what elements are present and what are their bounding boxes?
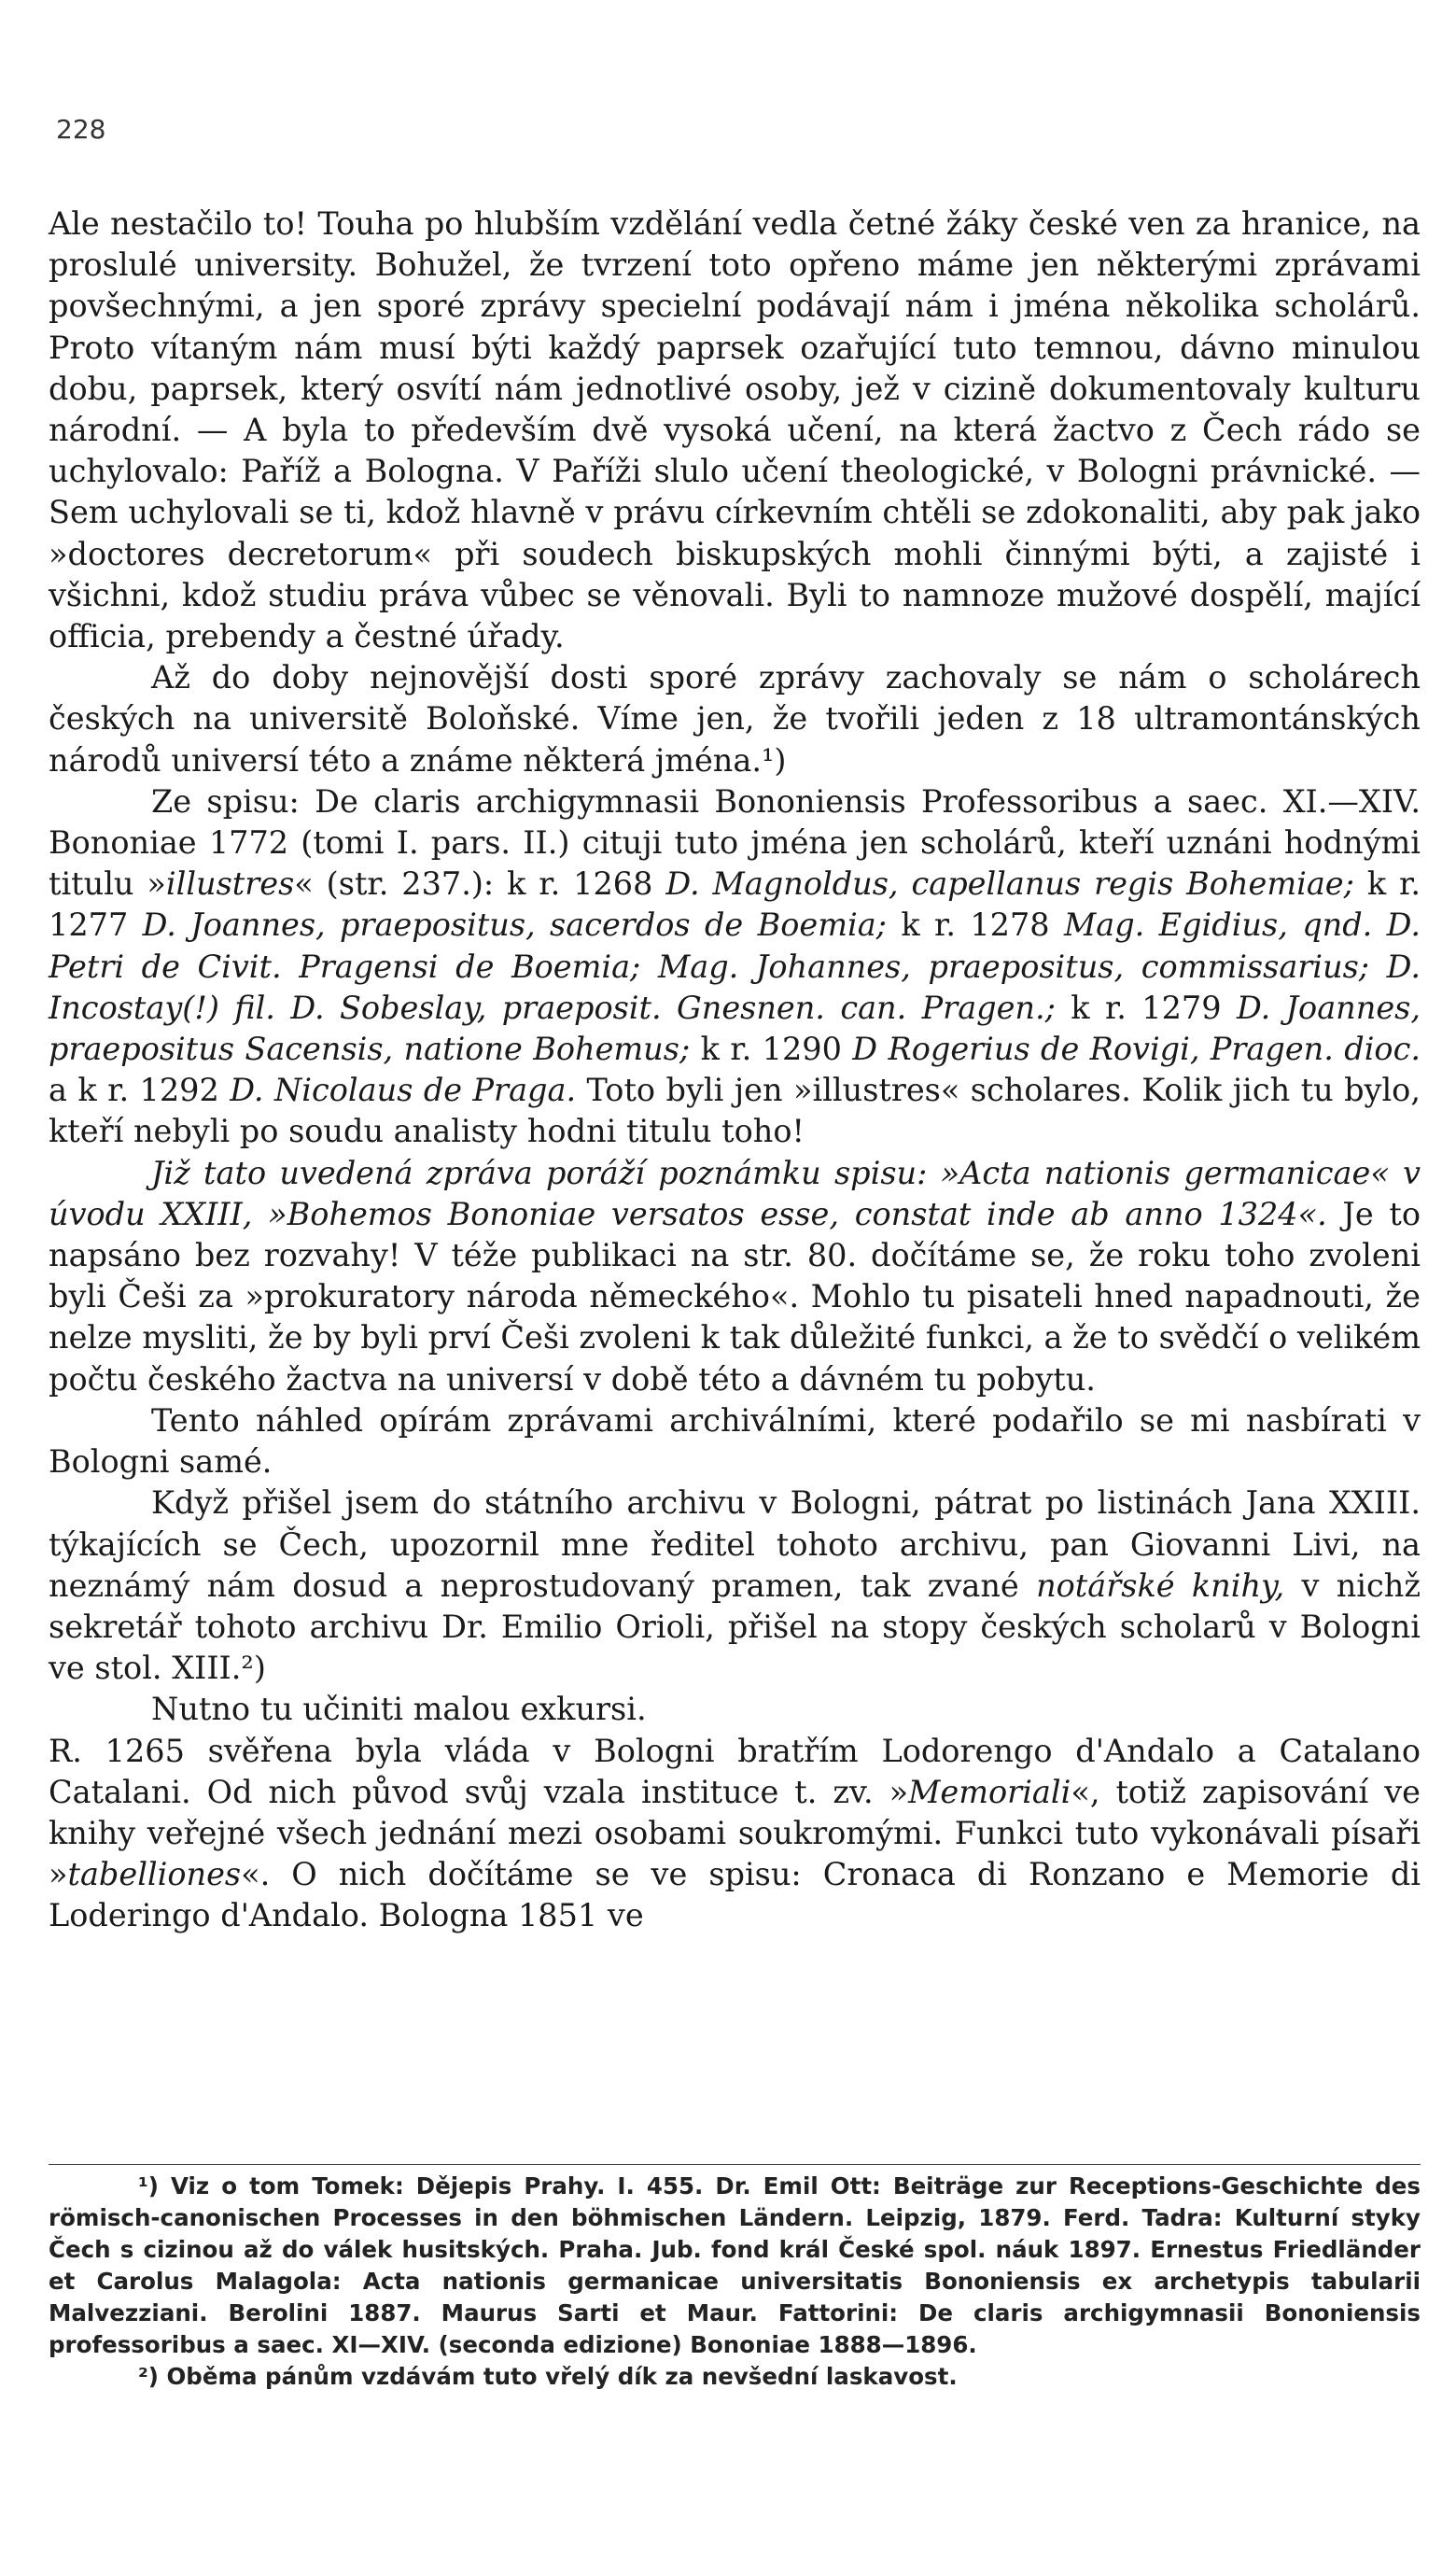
text-run: Toto byli jen »illustres« scholares. Kolik jich tu bylo, kteří nebyli po soudu analisty hodni titulu toho! [49, 1072, 1421, 1150]
text-run: Ale nestačilo to! Touha po hlubším vzdělání vedla četné žáky české ven za hranice, na proslulé university. Bohužel, že tvrzení toto opřeno máme jen některými zprávami povšechnými, a jen sporé zprávy specielní podávají nám i jména několika scholárů. Proto vítaným nám musí býti každý paprsek ozařující tuto temnou, dávno minulou dobu, paprsek, který osvítí nám jednotlivé osoby, jež v cizině dokumentovaly kulturu národní. — A byla to především dvě vysoká učení, na která žactvo z Čech rádo se uchylovalo: Paříž a Bologna. V Paříži slulo učení theologické, v Bologni právnické. — Sem uchylovali se ti, kdož hlavně v právu církevním chtěli se zdokonaliti, aby pak jako »doctores decretorum« při soudech biskupských mohli činnými býti, a zajisté i všichni, kdož studiu práva vůbec se věnovali. Byli to namnoze mužové dospělí, mající officia, prebendy a čestné úřady. [49, 205, 1421, 655]
text-run: Když přišel jsem do státního archivu v Bologni, pátrat po listinách Jana XXIII. týkajících se Čech, upozornil mne ředitel tohoto archivu, pan Giovanni Livi, na neznámý nám dosud a neprostudovaný pramen, tak zvané [49, 1484, 1421, 1604]
italic-run: tabelliones [67, 1856, 242, 1893]
text-run: Až do doby nejnovější dosti sporé zprávy zachovaly se nám o scholárech českých na universitě Boloňské. Víme jen, že tvořili jeden z 18 ultramontánských národů universí této a známe některá jména.¹) [49, 659, 1421, 779]
text-run: k r. 1279 [1055, 989, 1237, 1026]
italic-run: notářské knihy, [1036, 1567, 1285, 1604]
paragraph [49, 657, 1421, 781]
text-run: Ze spisu: De claris archigymnasii Bononiensis Professoribus a saec. XI.—XIV. Bononiae 1772 (tomi I. pars. II.) cituji tuto jména jen scholárů, kteří uznáni hodnými titulu » [49, 782, 1421, 903]
text-run: v nichž sekretář tohoto archivu Dr. Emilio Orioli, přišel na stopy českých scholarů v Bologni ve stol. XIII.²) [49, 1567, 1421, 1687]
text-run: k r. 1290 [690, 1031, 853, 1068]
footnote: ¹) Viz o tom Tomek: Dějepis Prahy. I. 455. Dr. Emil Ott: Beiträge zur Receptions-Geschichte des römisch-canonischen Processes in den böhmischen Ländern. Leipzig, 1879. Ferd. Tadra: Kulturní styky Čech s cizinou až do válek husitských. Praha. Jub. fond král České spol. náuk 1897. Ernestus Friedländer et Carolus Malagola: Acta nationis germanicae universitatis Bononiensis ex archetypis tabularii Malvezziani. Berolini 1887. Maurus Sarti et Maur. Fattorini: De claris archigymnasii Bononiensis professoribus a saec. XI—XIV. (seconda edizione) Bononiae 1888—1896. [49, 2172, 1421, 2358]
text-run: «, totiž zapisování ve knihy veřejné všech jednání mezi osobami soukromými. Funkci tuto vykonávali písaři » [49, 1773, 1421, 1893]
italic-run: Mag. Egidius, qnd. D. Petri de Civit. Pragensi de Boemia; Mag. Johannes, praepositus, commissarius; D. Incostay(!) fil. D. Sobeslay, praeposit. Gnesnen. can. Pragen.; [49, 907, 1421, 1026]
text-run: Je to napsáno bez rozvahy! V téže publikaci na str. 80. dočítáme se, že roku toho zvoleni byli Češi za »prokuratory národa německého«. Mohlo tu pisateli hned napadnouti, že nelze mysliti, že by byli prví Češi zvoleni k tak důležité funkci, a že to svědčí o velikém počtu českého žactva na universí v době této a dávném tu pobytu. [49, 1195, 1421, 1398]
footnote: ²) Oběma pánům vzdávám tuto vřelý dík za nevšední laskavost. [138, 2363, 958, 2390]
paragraph [49, 204, 1421, 657]
body-text [49, 204, 1421, 1937]
italic-run: D. Joannes, praepositus Sacensis, natione Bohemus; [49, 989, 1421, 1068]
italic-run: D. Nicolaus de Praga. [230, 1072, 577, 1109]
text-run: « (str. 237.): k r. 1268 [294, 865, 666, 903]
text-run: a k r. 1292 [49, 1072, 231, 1109]
text-run: «. O nich dočítáme se ve spisu: Cronaca di Ronzano e Memorie di Loderingo d'Andalo. Bologna 1851 ve [49, 1856, 1421, 1934]
footnotes [49, 2171, 1421, 2393]
text-run: Tento náhled opírám zprávami archiválními, které podařilo se mi nasbírati v Bologni samé. [49, 1401, 1421, 1481]
paragraph [49, 1731, 1421, 1937]
italic-run: D. Joannes, praepositus, sacerdos de Boemia; [142, 907, 887, 944]
italic-run: D. Magnoldus, capellanus regis Bohemiae; [665, 865, 1354, 903]
paragraph [49, 781, 1421, 1153]
italic-run: Memoriali [908, 1773, 1071, 1810]
paragraph [49, 1400, 1421, 1483]
paragraph [49, 1153, 1421, 1400]
paragraph [49, 1483, 1421, 1689]
text-run: k r. 1277 [49, 865, 1421, 944]
text-run: Nutno tu učiniti malou exkursi. [151, 1691, 647, 1728]
text-run: R. 1265 svěřena byla vláda v Bologni bratřím Lodorengo d'Andalo a Catalano Catalani. Od nich původ svůj vzala instituce t. zv. » [49, 1732, 1421, 1810]
footnote-divider [49, 2164, 1421, 2165]
italic-run: D Rogerius de Rovigi, Pragen. dioc. [852, 1031, 1421, 1068]
italic-run: Již tato uvedená zpráva poráží poznámku spisu: »Acta nationis germanicae« v úvodu XXIII, »Bohemos Bononiae versatos esse, constat inde ab anno 1324«. [49, 1154, 1421, 1232]
text-run: k r. 1278 [886, 907, 1064, 944]
page-number: 228 [56, 114, 106, 145]
italic-run: illustres [165, 865, 295, 903]
paragraph [49, 1689, 1421, 1730]
